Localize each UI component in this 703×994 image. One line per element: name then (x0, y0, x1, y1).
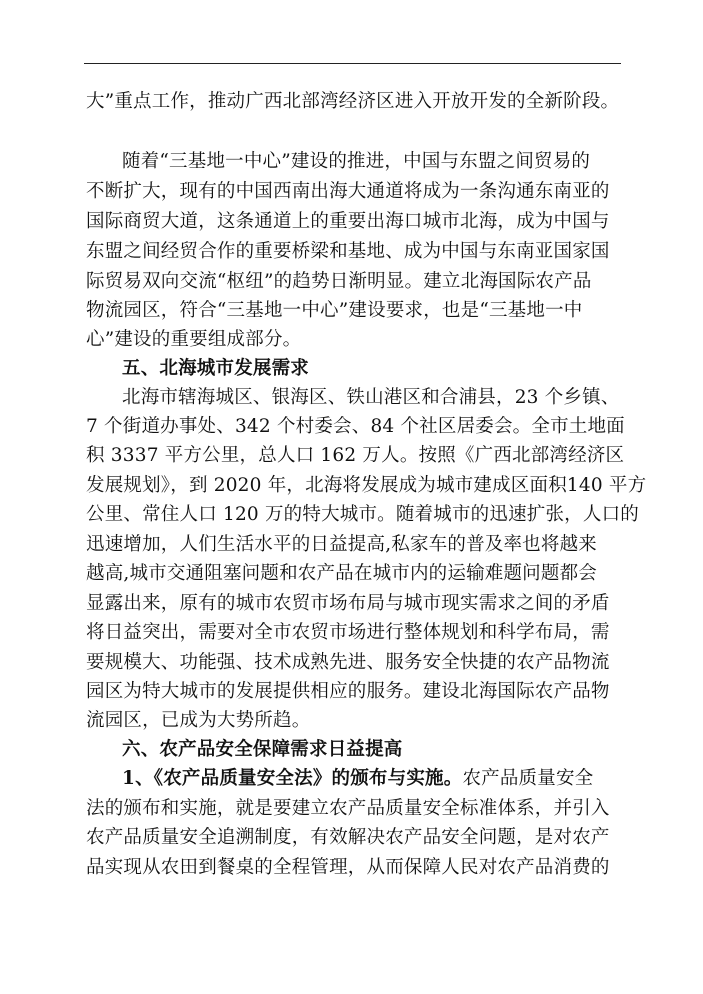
paragraph-line: 物流园区，符合“三基地一中心”建设要求，也是“三基地一中 (86, 300, 583, 321)
section-heading: 五、北海城市发展需求 (122, 358, 310, 379)
subsection-lead-text: 农产品质量安全 (462, 768, 594, 789)
paragraph-line: 发展规划》，到 2020 年，北海将发展成为城市建成区面积140 平方 (86, 475, 647, 496)
paragraph-line: 7 个街道办事处、342 个村委会、84 个社区居委会。全市土地面 (86, 416, 625, 437)
header-rule (84, 63, 621, 64)
paragraph-line: 东盟之间经贸合作的重要桥梁和基地、成为中国与东南亚国家国 (86, 241, 610, 262)
section-heading: 六、农产品安全保障需求日益提高 (122, 739, 403, 760)
subsection-lead-line (122, 767, 593, 791)
paragraph-line: 法的颁布和实施，就是要建立农产品质量安全标准体系，并引入 (86, 798, 610, 819)
paragraph-line: 积 3337 平方公里，总人口 162 万人。按照《广西北部湾经济区 (86, 445, 625, 466)
paragraph-line: 越高,城市交通阻塞问题和农产品在城市内的运输难题问题都会 (86, 563, 597, 584)
paragraph-line: 要规模大、功能强、技术成熟先进、服务安全快捷的农产品物流 (86, 652, 610, 673)
paragraph-line: 大”重点工作，推动广西北部湾经济区进入开放开发的全新阶段。 (86, 91, 620, 112)
paragraph-line: 国际商贸大道，这条通道上的重要出海口城市北海，成为中国与 (86, 211, 610, 232)
paragraph-line: 园区为特大城市的发展提供相应的服务。建设北海国际农产品物 (86, 681, 610, 702)
paragraph-line: 心”建设的重要组成部分。 (86, 329, 302, 350)
paragraph-line: 迅速增加，人们生活水平的日益提高,私家车的普及率也将越来 (86, 534, 597, 555)
paragraph-line: 显露出来，原有的城市农贸市场布局与城市现实需求之间的矛盾 (86, 593, 610, 614)
subsection-heading: 1、《农产品质量安全法》的颁布与实施。 (122, 768, 463, 789)
paragraph-line: 不断扩大，现有的中国西南出海大通道将成为一条沟通东南亚的 (86, 181, 610, 202)
paragraph-line: 将日益突出，需要对全市农贸市场进行整体规划和科学布局，需 (86, 622, 610, 643)
paragraph-line: 际贸易双向交流“枢纽”的趋势日渐明显。建立北海国际农产品 (86, 271, 592, 292)
paragraph-line: 品实现从农田到餐桌的全程管理，从而保障人民对农产品消费的 (86, 857, 610, 878)
paragraph-line: 随着“三基地一中心”建设的推进，中国与东盟之间贸易的 (122, 151, 591, 172)
paragraph-line: 北海市辖海城区、银海区、铁山港区和合浦县，23 个乡镇、 (122, 387, 620, 408)
paragraph-line: 农产品质量安全追溯制度，有效解决农产品安全问题，是对农产 (86, 827, 610, 848)
paragraph-line: 公里、常住人口 120 万的特大城市。随着城市的迅速扩张，人口的 (86, 504, 639, 525)
paragraph-line: 流园区，已成为大势所趋。 (86, 710, 311, 731)
